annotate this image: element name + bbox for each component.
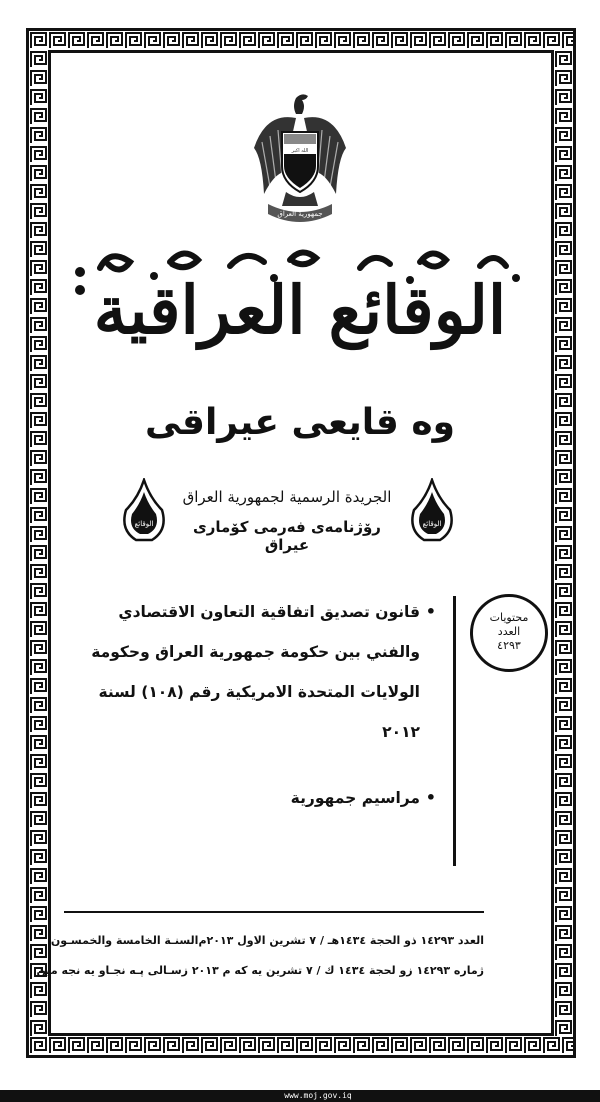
issue-number-kurdish: ژماره ٤٢٩٣ <box>423 964 484 977</box>
issue-date-arabic: ١ ذو الحجة ١٤٣٤هـ / ٧ تشرين الاول ٢٠١٣م <box>198 934 428 947</box>
meander-border-top <box>29 31 573 50</box>
masthead-title-kurdish: وه قايعى عيراقى <box>144 402 456 443</box>
masthead-title-arabic: الوقائع العراقية <box>93 271 507 349</box>
gazette-name-kurdish: رۆژنامەی فەرمی كۆماری عیراق <box>193 518 381 554</box>
contents-badge-line3: ٤٢٩٣ <box>497 639 521 652</box>
footer-url: www.moj.gov.iq <box>284 1091 352 1100</box>
issue-divider <box>64 911 484 913</box>
gazette-seal-right-icon <box>408 478 456 544</box>
gazette-name-arabic: الجريدة الرسمية لجمهورية العراق <box>182 488 392 506</box>
contents-badge <box>470 594 548 672</box>
contents-badge-line1: محتويات <box>489 611 529 624</box>
issue-year-arabic: السنـة الخامسة والخمسـون <box>50 934 199 947</box>
iraq-eagle-emblem-icon <box>252 92 348 228</box>
meander-border-left <box>29 50 48 1036</box>
issue-info-arabic <box>50 934 484 947</box>
svg-text:الوقائع: الوقائع <box>134 520 154 528</box>
emblem-scroll-text: جمهورية العراق <box>277 210 323 218</box>
contents-item: • قانون تصديق اتفاقية التعاون الاقتصادي والفني بين حكومة جمهورية العراق وحكومة الولايات المتحدة الامريكية رقم (١٠٨) لسنة ٢٠١٢ <box>90 592 436 752</box>
contents-badge-line2: العدد <box>497 625 521 638</box>
contents-divider-vertical <box>453 596 456 866</box>
issue-year-kurdish: سـالى پـه نجـاو يه نجه مين <box>36 964 182 977</box>
svg-text:الله اكبر: الله اكبر <box>291 148 309 154</box>
contents-item: • مراسيم جمهورية <box>90 778 436 818</box>
contents-list <box>90 592 436 818</box>
meander-border-bottom <box>29 1036 573 1055</box>
meander-border-right <box>554 50 573 1036</box>
issue-info-kurdish <box>36 964 484 977</box>
svg-text:الوقائع: الوقائع <box>422 520 442 528</box>
gazette-seal-left-icon <box>120 478 168 544</box>
masthead <box>60 240 540 370</box>
issue-date-kurdish: ١ زو لحجة ١٤٣٤ ك / ٧ تشرين يه كه م ٢٠١٣ ز <box>181 964 424 977</box>
issue-number-arabic: العدد ٤٢٩٣ <box>427 934 484 947</box>
